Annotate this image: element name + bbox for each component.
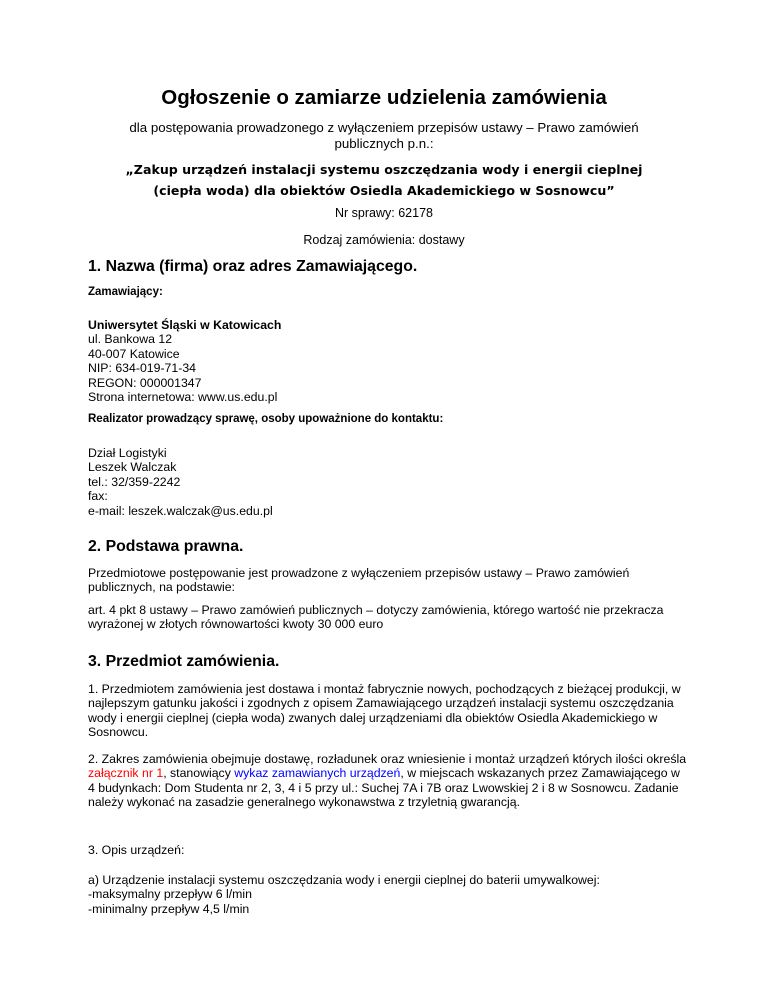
attachment-1-link[interactable]: załącznik nr 1 <box>88 766 164 781</box>
subtitle: dla postępowania prowadzonego z wyłączeniem przepisów ustawy – Prawo zamówień publicznych p.n.: <box>129 120 639 151</box>
order-subject <box>90 159 678 201</box>
section-2-paragraph-2: art. 4 pkt 8 ustawy – Prawo zamówień publicznych – dotyczy zamówienia, którego wartość nie przekracza wyrażonej w złotych równowartości kwoty 30 000 euro <box>88 603 664 632</box>
address-line: NIP: 634-019-71-34 <box>88 361 197 376</box>
device-spec-line: -minimalny przepływ 4,5 l/min <box>88 901 250 916</box>
paragraph-text: , stanowiący <box>163 766 235 781</box>
section-3-paragraph-4 <box>88 873 688 916</box>
section-2-heading: 2. Podstawa prawna. <box>88 538 244 555</box>
device-spec-line: -maksymalny przepływ 6 l/min <box>88 887 252 902</box>
org-name: Uniwersytet Śląski w Katowicach <box>88 318 282 332</box>
device-spec-line: a) Urządzenie instalacji systemu oszczędzania wody i energii cieplnej do baterii umywalkowej: <box>88 873 600 887</box>
contact-line: Dział Logistyki <box>88 446 167 460</box>
contact-line: fax: <box>88 489 108 504</box>
case-number: Nr sprawy: 62178 <box>335 206 433 220</box>
paragraph-text: 2. Zakres zamówienia obejmuje dostawę, rozładunek oraz wniesienie i montaż urządzeń których ilości określa <box>88 752 687 766</box>
paragraph-text: , w miejscach wskazanych przez Zamawiającego w 4 budynkach: Dom Studenta nr 2, 3, 4 i 5 przy ul.: Suchej 7A i 7B oraz Lwowskiej 2 i 8 w Sosnowcu. Zadanie należy wykonać na zasadzie generalnego wykonawstwa z trzyletnią gwarancją. <box>88 766 680 810</box>
address-line: Strona internetowa: www.us.edu.pl <box>88 390 278 405</box>
contact-email: e-mail: leszek.walczak@us.edu.pl <box>88 503 273 518</box>
section-3-paragraph-1: 1. Przedmiotem zamówienia jest dostawa i montaż fabrycznie nowych, pochodzących z bieżącej produkcji, w najlepszym gatunku jakości i zgodnych z opisem Zamawiającego urządzeń instalacji systemu oszczędzania wody i energii cieplnej (ciepła woda) zwanych dalej urządzeniami dla obiektów Osiedla Akademickiego w Sosnowcu. <box>88 682 681 740</box>
section-3-heading: 3. Przedmiot zamówienia. <box>88 653 280 670</box>
page-title: Ogłoszenie o zamiarze udzielenia zamówienia <box>161 86 607 109</box>
contracting-authority-address <box>88 318 688 404</box>
contracting-authority-label: Zamawiający: <box>88 286 163 298</box>
order-subject-line-2: (ciepła woda) dla obiektów Osiedla Akademickiego w Sosnowcu” <box>153 183 615 198</box>
address-line: REGON: 000001347 <box>88 375 202 390</box>
order-subject-line-1: „Zakup urządzeń instalacji systemu oszczędzania wody i energii cieplnej <box>125 162 643 177</box>
contact-line: tel.: 32/359-2242 <box>88 474 181 489</box>
section-2-paragraph-1: Przedmiotowe postępowanie jest prowadzone z wyłączeniem przepisów ustawy – Prawo zamówień publicznych, na podstawie: <box>88 566 630 595</box>
contact-details <box>88 446 688 518</box>
contact-label: Realizator prowadzący sprawę, osoby upoważnione do kontaktu: <box>88 413 444 425</box>
section-1-heading: 1. Nazwa (firma) oraz adres Zamawiającego. <box>88 258 418 275</box>
address-line: 40-007 Katowice <box>88 346 180 361</box>
section-3-paragraph-3: 3. Opis urządzeń: <box>88 843 185 857</box>
contact-line: Leszek Walczak <box>88 460 177 475</box>
address-line: ul. Bankowa 12 <box>88 332 173 347</box>
ordered-devices-list-link[interactable]: wykaz zamawianych urządzeń <box>234 766 401 781</box>
order-type: Rodzaj zamówienia: dostawy <box>303 233 465 247</box>
section-3-paragraph-2 <box>88 752 688 810</box>
